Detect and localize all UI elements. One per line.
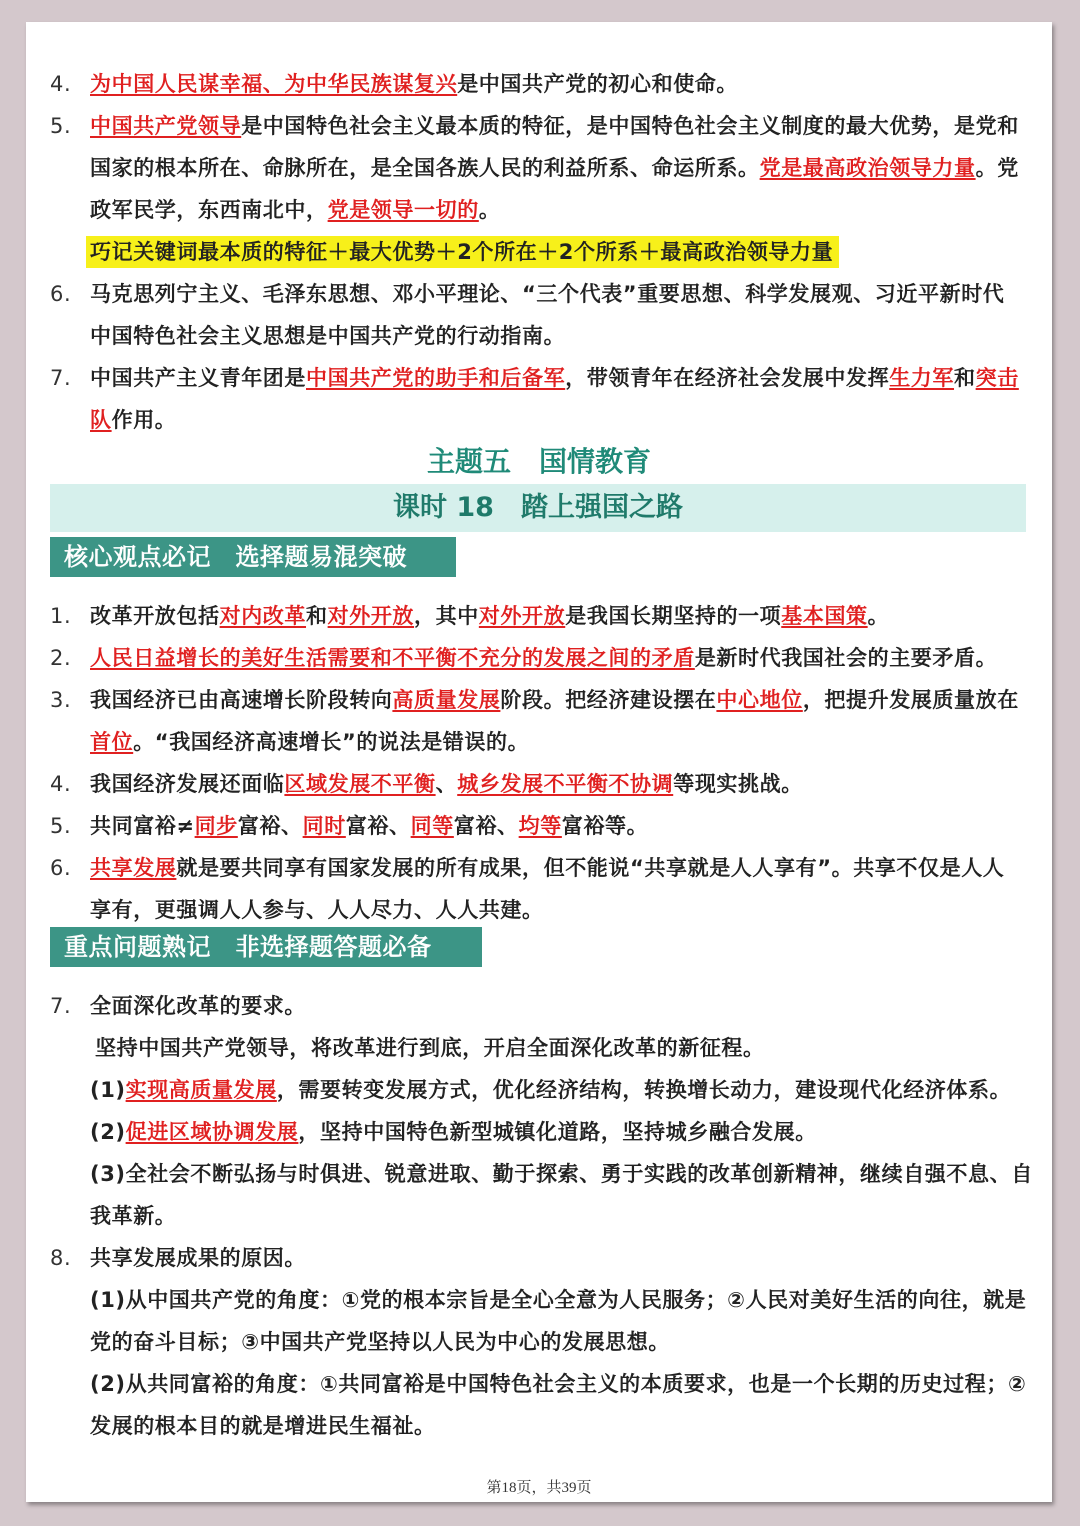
list-item xyxy=(26,596,1052,636)
key-phrase: 人民日益增长的美好生活需要和不平衡不充分的发展之间的矛盾 xyxy=(90,646,695,670)
key-phrase: 促进区域协调发展 xyxy=(125,1120,299,1144)
list-item xyxy=(26,680,1052,720)
highlighted-tip: 巧记关键词最本质的特征＋最大优势＋2个所在＋2个所系＋最高政治领导力量 xyxy=(86,236,839,268)
key-phrase: 党是领导一切的 xyxy=(327,198,479,222)
key-phrase: 实现高质量发展 xyxy=(125,1078,277,1102)
lesson-title: 课时 18 踏上强国之路 xyxy=(50,484,1026,532)
item-continuation xyxy=(26,890,1052,930)
memory-tip xyxy=(26,232,1052,272)
key-phrase: 生力军 xyxy=(889,366,955,390)
item-text: 我国经济已由高速增长阶段转向 xyxy=(90,688,393,712)
item-text: 是新时代我国社会的主要矛盾。 xyxy=(694,646,998,670)
sub-number: (2) xyxy=(90,1120,126,1144)
item-text: 坚持中国共产党领导，将改革进行到底，开启全面深化改革的新征程。 xyxy=(95,1036,765,1060)
item-number: 1. xyxy=(50,604,72,628)
list-item xyxy=(26,1238,1052,1278)
list-item xyxy=(26,848,1052,888)
item-text: 改革开放包括 xyxy=(90,604,220,628)
item-continuation xyxy=(26,722,1052,762)
item-text: ，带领青年在经济社会发展中发挥 xyxy=(565,366,890,390)
key-phrase: 区域发展不平衡 xyxy=(284,772,436,796)
item-text: 作用。 xyxy=(111,408,177,432)
key-phrase: 高质量发展 xyxy=(392,688,501,712)
item-continuation xyxy=(26,400,1052,440)
item-text: 富裕、 xyxy=(345,814,411,838)
item-number: 8. xyxy=(50,1246,72,1270)
key-phrase: 对外开放 xyxy=(478,604,566,628)
item-text: 是我国长期坚持的一项 xyxy=(565,604,782,628)
item-text: (1)从中国共产党的角度：①党的根本宗旨是全心全意为人民服务；②人民对美好生活的向往，就是 xyxy=(90,1288,1027,1312)
sub-point xyxy=(26,1112,1052,1152)
item-text: 。党 xyxy=(975,156,1019,180)
document-page xyxy=(26,22,1052,1502)
item-continuation xyxy=(26,1028,1052,1068)
list-item xyxy=(26,106,1052,146)
item-text: (2)从共同富裕的角度：①共同富裕是中国特色社会主义的本质要求，也是一个长期的历史过程；② xyxy=(90,1372,1027,1396)
item-text: ，坚持中国特色新型城镇化道路，坚持城乡融合发展。 xyxy=(298,1120,817,1144)
key-phrase: 对外开放 xyxy=(327,604,415,628)
item-text: 享有，更强调人人参与、人人尽力、人人共建。 xyxy=(90,898,544,922)
list-item xyxy=(26,806,1052,846)
item-text: 、 xyxy=(435,772,458,796)
item-text: 中国共产主义青年团是 xyxy=(90,366,306,390)
key-phrase: 同等 xyxy=(410,814,454,838)
list-item xyxy=(26,274,1052,314)
item-number: 5. xyxy=(50,114,72,138)
item-number: 4. xyxy=(50,772,72,796)
item-text: 共同富裕≠ xyxy=(90,814,195,838)
item-continuation xyxy=(26,1406,1052,1446)
item-text: 富裕等。 xyxy=(561,814,649,838)
page-number-footer: 第18页，共39页 xyxy=(486,1480,592,1496)
item-text: ，需要转变发展方式，优化经济结构，转换增长动力，建设现代化经济体系。 xyxy=(276,1078,1012,1102)
section-header-key: 重点问题熟记 非选择题答题必备 xyxy=(50,927,482,967)
sub-number: (1) xyxy=(90,1078,126,1102)
item-text: ，把提升发展质量放在 xyxy=(802,688,1019,712)
item-text: 我国经济发展还面临 xyxy=(90,772,285,796)
item-text: 党的奋斗目标；③中国共产党坚持以人民为中心的发展思想。 xyxy=(90,1330,670,1354)
key-phrase: 为中国人民谋幸福、为中华民族谋复兴 xyxy=(90,72,458,96)
item-continuation xyxy=(26,190,1052,230)
item-number: 6. xyxy=(50,282,72,306)
item-text: 。“我国经济高速增长”的说法是错误的。 xyxy=(133,730,530,754)
item-text: 。 xyxy=(478,198,501,222)
item-continuation xyxy=(26,1196,1052,1236)
item-text: 马克思列宁主义、毛泽东思想、邓小平理论、“三个代表”重要思想、科学发展观、习近平新时代 xyxy=(90,282,1005,306)
item-text: ，其中 xyxy=(414,604,479,628)
item-text: 和 xyxy=(954,366,976,390)
key-phrase: 中国共产党领导 xyxy=(90,114,242,138)
key-phrase: 首位 xyxy=(90,730,134,754)
list-item xyxy=(26,358,1052,398)
item-title: 全面深化改革的要求。 xyxy=(90,994,306,1018)
item-number: 3. xyxy=(50,688,72,712)
list-item xyxy=(26,638,1052,678)
topic-title: 主题五 国情教育 xyxy=(426,445,651,478)
key-phrase: 均等 xyxy=(518,814,562,838)
item-text: 等现实挑战。 xyxy=(673,772,803,796)
key-phrase: 队 xyxy=(90,408,112,432)
key-phrase: 中国共产党的助手和后备军 xyxy=(306,366,566,390)
item-text: 发展的根本目的就是增进民生福祉。 xyxy=(90,1414,436,1438)
key-phrase: 同时 xyxy=(302,814,346,838)
item-text: 阶段。把经济建设摆在 xyxy=(500,688,717,712)
item-text: 是中国特色社会主义最本质的特征，是中国特色社会主义制度的最大优势，是党和 xyxy=(241,114,1019,138)
item-text: (3)全社会不断弘扬与时俱进、锐意进取、勤于探索、勇于实践的改革创新精神，继续自强不息、自 xyxy=(90,1162,1033,1186)
item-number: 2. xyxy=(50,646,72,670)
list-item xyxy=(26,764,1052,804)
key-phrase: 中心地位 xyxy=(716,688,803,712)
sub-point xyxy=(26,1280,1052,1320)
item-text: 就是要共同享有国家发展的所有成果，但不能说“共享就是人人享有”。共享不仅是人人 xyxy=(176,856,1005,880)
key-phrase: 对内改革 xyxy=(219,604,307,628)
item-number: 5. xyxy=(50,814,72,838)
item-text: 富裕、 xyxy=(237,814,303,838)
key-phrase: 党是最高政治领导力量 xyxy=(759,156,976,180)
section-header-core: 核心观点必记 选择题易混突破 xyxy=(50,537,456,577)
list-item xyxy=(26,64,1052,104)
item-number: 7. xyxy=(50,366,72,390)
item-number: 6. xyxy=(50,856,72,880)
item-text: 政军民学，东西南北中， xyxy=(90,198,328,222)
item-continuation xyxy=(26,1322,1052,1362)
sub-point xyxy=(26,1070,1052,1110)
key-phrase: 同步 xyxy=(194,814,238,838)
item-text: 是中国共产党的初心和使命。 xyxy=(457,72,739,96)
item-text: 和 xyxy=(306,604,328,628)
item-continuation xyxy=(26,148,1052,188)
key-phrase: 基本国策 xyxy=(781,604,868,628)
sub-point xyxy=(26,1364,1052,1404)
item-text: 国家的根本所在、命脉所在，是全国各族人民的利益所系、命运所系。 xyxy=(90,156,760,180)
list-item xyxy=(26,986,1052,1026)
key-phrase: 共享发展 xyxy=(90,856,177,880)
sub-point xyxy=(26,1154,1052,1194)
key-phrase: 突击 xyxy=(975,366,1019,390)
item-text: 。 xyxy=(867,604,890,628)
item-number: 7. xyxy=(50,994,72,1018)
item-title: 共享发展成果的原因。 xyxy=(90,1246,306,1270)
item-text: 中国特色社会主义思想是中国共产党的行动指南。 xyxy=(90,324,566,348)
item-number: 4. xyxy=(50,72,72,96)
item-text: 我革新。 xyxy=(90,1204,177,1228)
item-text: 富裕、 xyxy=(453,814,519,838)
item-continuation xyxy=(26,316,1052,356)
key-phrase: 城乡发展不平衡不协调 xyxy=(457,772,674,796)
